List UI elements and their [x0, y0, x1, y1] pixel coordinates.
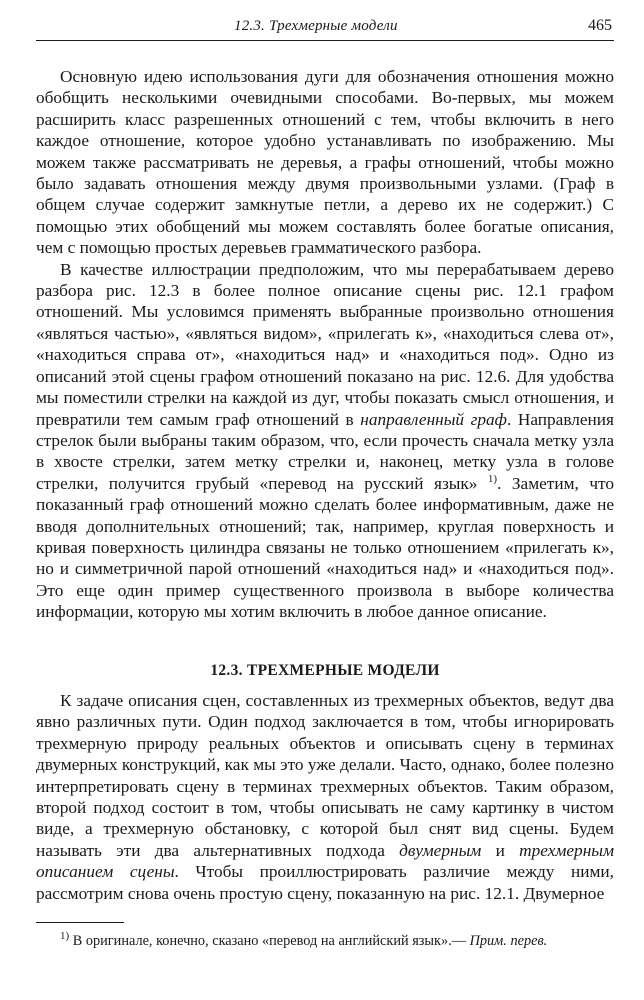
- body-text: [36, 66, 614, 623]
- footnote: [36, 932, 614, 950]
- section-emphasis-2: трехмерным описанием сцены: [36, 840, 615, 882]
- footnote-rule: [36, 922, 124, 923]
- section-text-b: и: [481, 840, 520, 860]
- section-emphasis-1: двумерным: [399, 840, 482, 860]
- running-title: 12.3. Трехмерные модели: [234, 18, 398, 34]
- page-number: 465: [588, 17, 612, 34]
- section-text-c: . Чтобы проиллюстрировать различие между ними, рассмотрим снова очень простую сцену, показанную на рис. 12.1. Двумерное: [36, 862, 615, 903]
- paragraph-2-emphasis: направленный граф: [360, 409, 507, 429]
- section-paragraph: [36, 690, 614, 904]
- footnote-note: Прим. перев.: [469, 933, 548, 949]
- footnote-text: В оригинале, конечно, сказано «перевод на английский язык».—: [69, 933, 470, 949]
- section-text-a: К задаче описания сцен, составленных из трехмерных объектов, ведут два явно различных пути. Один подход заключается в том, чтобы игнорировать трехмерную природу реальных объектов и описывать сцену в терминах двумерных конструкций, как мы это уже делали. Часто, однако, более полезно интерпретировать сцену в терминах трехмерных объектов. Таким образом, второй подход состоит в том, чтобы описывать не саму картинку в чистом виде, а трехмерную обстановку, с которой был снят вид сцены. Будем называть эти два альтернативных подхода: [36, 691, 614, 860]
- paragraph-2: [36, 259, 614, 623]
- paragraph-1: Основную идею использования дуги для обозначения отношения можно обобщить несколькими очевидными способами. Во-первых, мы можем расширить класс разрешенных отношений с тем, чтобы включить в него каждое отношение, которое удобно устанавливать по изображению. Мы можем также рассматривать не деревья, а графы отношений, чтобы можно было задавать отношения между двумя произвольными узлами. (Граф в общем случае содержит замкнутые петли, а дерево их не содержит.) С помощью этих обобщений мы можем составлять более богатые описания, чем с помощью простых деревьев грамматического разбора.: [36, 67, 614, 258]
- paragraph-2-text-c: . Заметим, что показанный граф отношений можно сделать более информативным, даже не вводя дополнительных отношений; так, например, круглая поверхность и кривая поверхность цилиндра связаны не только отношением «прилегать к», но и симметричной парой отношений «находиться над» и «находиться под». Это еще один пример существенного произвола в выборе количества информации, которую мы хотим включить в любое данное описание.: [36, 473, 614, 622]
- paragraph-2-text-b: . Направления стрелок были выбраны таким образом, что, если прочесть сначала метку узла в хвосте стрелки, затем метку стрелки и, наконец, метку узла в голове стрелки, получится грубый «перевод на русский язык»: [36, 409, 614, 493]
- paragraph-2-text-a: В качестве иллюстрации предположим, что мы перерабатываем дерево разбора рис. 12.3 в более полное описание сцены рис. 12.1 графом отношений. Мы условимся применять выбранные произвольно отношения «являться частью», «являться видом», «прилегать к», «находиться слева от», «находиться справа от», «находиться над» и «находиться под». Одно из описаний этой сцены графом отношений показано на рис. 12.6. Для удобства мы поместили стрелки на каждой из дуг, чтобы показать смысл отношения, и превратили тем самым граф отношений в: [36, 259, 614, 429]
- running-head: [36, 14, 614, 41]
- footnote-reference[interactable]: 1): [487, 472, 498, 485]
- section-heading: 12.3. ТРЕХМЕРНЫЕ МОДЕЛИ: [210, 662, 440, 679]
- footnote-marker: 1): [60, 930, 70, 943]
- section-text: [36, 690, 614, 904]
